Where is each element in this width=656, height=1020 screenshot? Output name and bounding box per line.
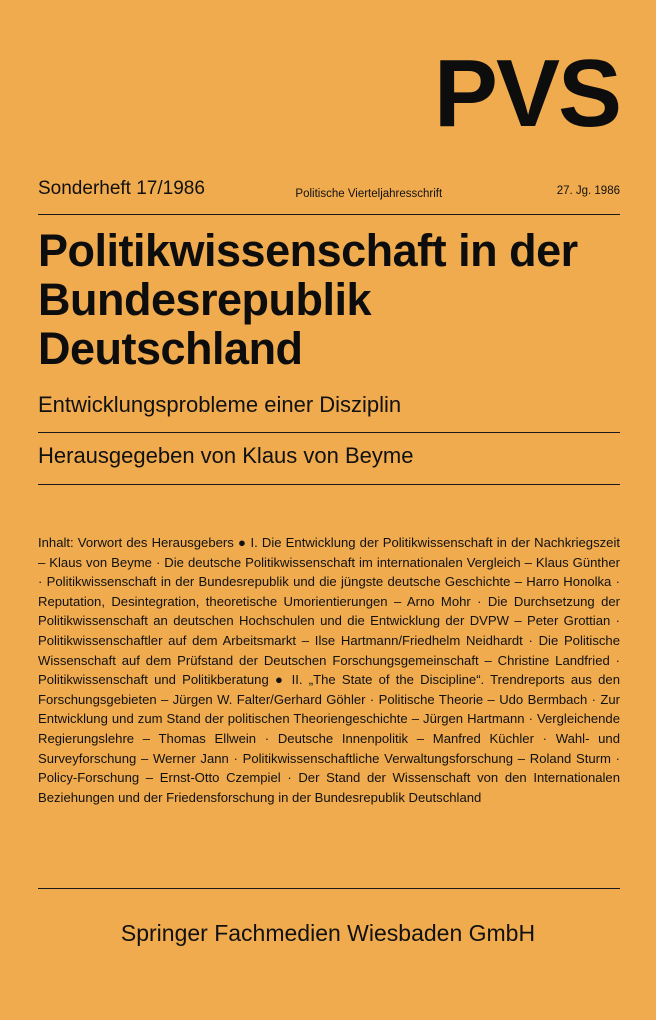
journal-logo bbox=[433, 40, 620, 147]
table-of-contents: Inhalt: Vorwort des Herausgebers ● I. Die Entwicklung der Politikwissenschaft in der Nachkriegszeit – Klaus von Beyme · Die deutsche Politikwissenschaft im internationalen Vergleich – Klaus Günther · Politikwissenschaft in der Bundesrepublik und die jüngste deutsche Geschichte – Harro Honolka · Reputation, Desintegration, theoretische Umorientierungen – Arno Mohr · Die Durchsetzung der Politikwissenschaft an deutschen Hochschulen und die Entwicklung der DVPW – Peter Grottian · Politikwissenschaftler auf dem Arbeitsmarkt – Ilse Hartmann/Friedhelm Neidhardt · Die Politische Wissenschaft auf dem Prüfstand der Deutschen Forschungsgemeinschaft – Christine Landfried · Politikwissenschaft und Politikberatung ● II. „The State of the Discipline“. Trendreports aus den Forschungsgebieten – Jürgen W. Falter/Gerhard Göhler · Politische Theorie – Udo Bermbach · Zur Entwicklung und zum Stand der politischen Theoriengeschichte – Jürgen Hartmann · Vergleichende Regierungslehre – Thomas Ellwein · Deutsche Innenpolitik – Manfred Küchler · Wahl- und Surveyforschung – Werner Jann · Politikwissenschaftliche Verwaltungsforschung – Roland Sturm · Policy-Forschung – Ernst-Otto Czempiel · Der Stand der Wissenschaft von den Internationalen Beziehungen und der Friedensforschung in der Bundesrepublik Deutschland bbox=[38, 535, 620, 805]
editor-line: Herausgegeben von Klaus von Beyme bbox=[38, 443, 414, 468]
journal-logo-text: PVS bbox=[433, 40, 620, 147]
journal-full-name: Politische Vierteljahresschrift bbox=[295, 188, 443, 200]
issue-info-row bbox=[38, 178, 620, 200]
divider-subtitle bbox=[38, 432, 620, 433]
issue-label: Sonderheft 17/1986 bbox=[38, 178, 205, 199]
volume-year: 27. Jg. 1986 bbox=[556, 185, 620, 197]
publisher-name: Springer Fachmedien Wiesbaden GmbH bbox=[120, 920, 536, 946]
subtitle: Entwicklungsprobleme einer Disziplin bbox=[38, 392, 402, 417]
divider-bottom bbox=[38, 888, 620, 889]
divider-editor bbox=[38, 484, 620, 485]
page-title: Politikwissenschaft in der Bundesrepublik Deutschland bbox=[38, 225, 578, 374]
divider-top bbox=[38, 214, 620, 215]
